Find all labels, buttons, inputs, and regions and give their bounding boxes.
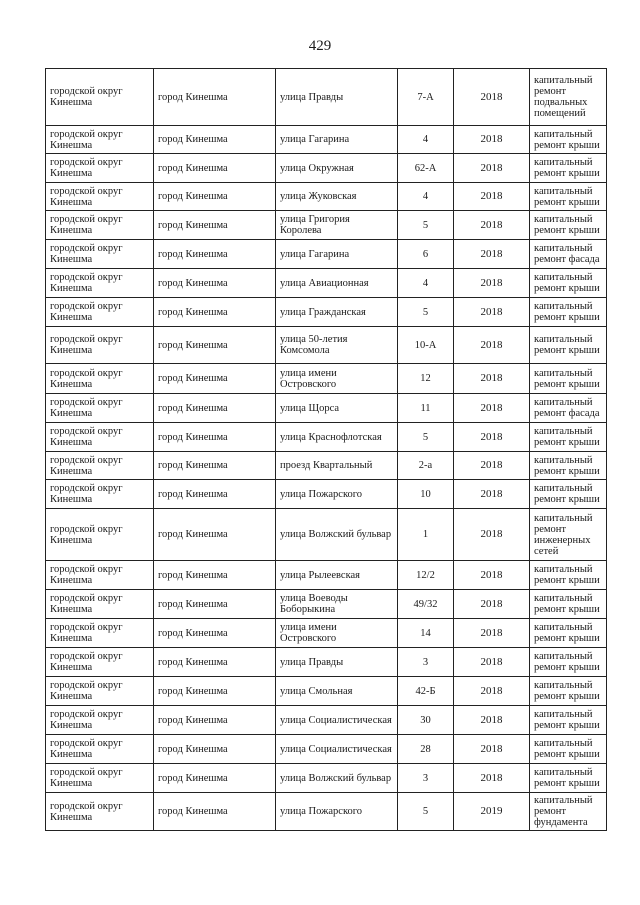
table-row bbox=[46, 211, 607, 240]
district-cell: городской округ Кинешма bbox=[46, 590, 154, 619]
year-cell: 2018 bbox=[454, 69, 530, 126]
work-type-cell: капитальный ремонт крыши bbox=[530, 126, 607, 154]
work-type-cell: капитальный ремонт крыши bbox=[530, 619, 607, 648]
work-type-cell: капитальный ремонт инженерных сетей bbox=[530, 509, 607, 561]
district-cell: городской округ Кинешма bbox=[46, 509, 154, 561]
year-cell: 2018 bbox=[454, 480, 530, 509]
work-type-cell: капитальный ремонт крыши bbox=[530, 183, 607, 211]
work-type-cell: капитальный ремонт крыши bbox=[530, 590, 607, 619]
work-type-cell: капитальный ремонт фундамента bbox=[530, 793, 607, 831]
work-type-cell: капитальный ремонт фасада bbox=[530, 394, 607, 423]
year-cell: 2018 bbox=[454, 423, 530, 452]
house-number-cell: 10-А bbox=[398, 327, 454, 364]
year-cell: 2019 bbox=[454, 793, 530, 831]
table-row bbox=[46, 706, 607, 735]
street-cell: улица Гагарина bbox=[276, 126, 398, 154]
work-type-cell: капитальный ремонт крыши bbox=[530, 706, 607, 735]
work-type-cell: капитальный ремонт крыши bbox=[530, 452, 607, 480]
street-cell: улица Авиационная bbox=[276, 269, 398, 298]
table-row bbox=[46, 327, 607, 364]
year-cell: 2018 bbox=[454, 677, 530, 706]
page-number: 429 bbox=[308, 38, 332, 54]
city-cell: город Кинешма bbox=[154, 764, 276, 793]
table-row bbox=[46, 154, 607, 183]
city-cell: город Кинешма bbox=[154, 793, 276, 831]
work-type-cell: капитальный ремонт крыши bbox=[530, 211, 607, 240]
street-cell: улица Социалистическая bbox=[276, 706, 398, 735]
year-cell: 2018 bbox=[454, 154, 530, 183]
year-cell: 2018 bbox=[454, 509, 530, 561]
table-row bbox=[46, 423, 607, 452]
house-number-cell: 30 bbox=[398, 706, 454, 735]
city-cell: город Кинешма bbox=[154, 735, 276, 764]
city-cell: город Кинешма bbox=[154, 69, 276, 126]
street-cell: улица имени Островского bbox=[276, 364, 398, 394]
table-row bbox=[46, 364, 607, 394]
city-cell: город Кинешма bbox=[154, 126, 276, 154]
city-cell: город Кинешма bbox=[154, 619, 276, 648]
table-row bbox=[46, 735, 607, 764]
table-row bbox=[46, 480, 607, 509]
house-number-cell: 28 bbox=[398, 735, 454, 764]
house-number-cell: 7-А bbox=[398, 69, 454, 126]
house-number-cell: 10 bbox=[398, 480, 454, 509]
district-cell: городской округ Кинешма bbox=[46, 211, 154, 240]
table-row bbox=[46, 677, 607, 706]
district-cell: городской округ Кинешма bbox=[46, 648, 154, 677]
year-cell: 2018 bbox=[454, 648, 530, 677]
year-cell: 2018 bbox=[454, 735, 530, 764]
year-cell: 2018 bbox=[454, 298, 530, 327]
district-cell: городской округ Кинешма bbox=[46, 793, 154, 831]
table-row bbox=[46, 793, 607, 831]
house-number-cell: 5 bbox=[398, 793, 454, 831]
city-cell: город Кинешма bbox=[154, 364, 276, 394]
house-number-cell: 5 bbox=[398, 211, 454, 240]
city-cell: город Кинешма bbox=[154, 480, 276, 509]
house-number-cell: 1 bbox=[398, 509, 454, 561]
year-cell: 2018 bbox=[454, 452, 530, 480]
house-number-cell: 4 bbox=[398, 183, 454, 211]
city-cell: город Кинешма bbox=[154, 183, 276, 211]
house-number-cell: 49/32 bbox=[398, 590, 454, 619]
city-cell: город Кинешма bbox=[154, 509, 276, 561]
city-cell: город Кинешма bbox=[154, 706, 276, 735]
work-type-cell: капитальный ремонт крыши bbox=[530, 269, 607, 298]
year-cell: 2018 bbox=[454, 183, 530, 211]
district-cell: городской округ Кинешма bbox=[46, 126, 154, 154]
district-cell: городской округ Кинешма bbox=[46, 764, 154, 793]
city-cell: город Кинешма bbox=[154, 211, 276, 240]
street-cell: улица Правды bbox=[276, 648, 398, 677]
work-type-cell: капитальный ремонт крыши bbox=[530, 298, 607, 327]
street-cell: улица Воеводы Боборыкина bbox=[276, 590, 398, 619]
year-cell: 2018 bbox=[454, 590, 530, 619]
house-number-cell: 2-а bbox=[398, 452, 454, 480]
district-cell: городской округ Кинешма bbox=[46, 735, 154, 764]
city-cell: город Кинешма bbox=[154, 452, 276, 480]
table-row bbox=[46, 394, 607, 423]
street-cell: улица Социалистическая bbox=[276, 735, 398, 764]
house-number-cell: 5 bbox=[398, 298, 454, 327]
district-cell: городской округ Кинешма bbox=[46, 423, 154, 452]
table-row bbox=[46, 126, 607, 154]
district-cell: городской округ Кинешма bbox=[46, 561, 154, 590]
table-row bbox=[46, 240, 607, 269]
district-cell: городской округ Кинешма bbox=[46, 240, 154, 269]
street-cell: улица 50-летия Комсомола bbox=[276, 327, 398, 364]
street-cell: улица Гагарина bbox=[276, 240, 398, 269]
city-cell: город Кинешма bbox=[154, 298, 276, 327]
table-row bbox=[46, 269, 607, 298]
year-cell: 2018 bbox=[454, 561, 530, 590]
street-cell: улица Волжский бульвар bbox=[276, 764, 398, 793]
city-cell: город Кинешма bbox=[154, 327, 276, 364]
city-cell: город Кинешма bbox=[154, 269, 276, 298]
year-cell: 2018 bbox=[454, 211, 530, 240]
district-cell: городской округ Кинешма bbox=[46, 183, 154, 211]
street-cell: улица Пожарского bbox=[276, 480, 398, 509]
table-row bbox=[46, 590, 607, 619]
house-number-cell: 4 bbox=[398, 126, 454, 154]
district-cell: городской округ Кинешма bbox=[46, 677, 154, 706]
district-cell: городской округ Кинешма bbox=[46, 298, 154, 327]
city-cell: город Кинешма bbox=[154, 423, 276, 452]
district-cell: городской округ Кинешма bbox=[46, 452, 154, 480]
city-cell: город Кинешма bbox=[154, 154, 276, 183]
house-number-cell: 62-А bbox=[398, 154, 454, 183]
work-type-cell: капитальный ремонт крыши bbox=[530, 677, 607, 706]
work-type-cell: капитальный ремонт крыши bbox=[530, 327, 607, 364]
table-row bbox=[46, 298, 607, 327]
year-cell: 2018 bbox=[454, 394, 530, 423]
table-row bbox=[46, 561, 607, 590]
district-cell: городской округ Кинешма bbox=[46, 69, 154, 126]
street-cell: улица Гражданская bbox=[276, 298, 398, 327]
table-row bbox=[46, 619, 607, 648]
city-cell: город Кинешма bbox=[154, 240, 276, 269]
house-number-cell: 5 bbox=[398, 423, 454, 452]
district-cell: городской округ Кинешма bbox=[46, 364, 154, 394]
work-type-cell: капитальный ремонт крыши bbox=[530, 480, 607, 509]
street-cell: улица Смольная bbox=[276, 677, 398, 706]
street-cell: улица имени Островского bbox=[276, 619, 398, 648]
table-row bbox=[46, 764, 607, 793]
street-cell: улица Щорса bbox=[276, 394, 398, 423]
table-row bbox=[46, 183, 607, 211]
work-type-cell: капитальный ремонт крыши bbox=[530, 423, 607, 452]
district-cell: городской округ Кинешма bbox=[46, 394, 154, 423]
housing-repair-table bbox=[45, 68, 607, 831]
street-cell: проезд Квартальный bbox=[276, 452, 398, 480]
house-number-cell: 12/2 bbox=[398, 561, 454, 590]
house-number-cell: 11 bbox=[398, 394, 454, 423]
street-cell: улица Рылеевская bbox=[276, 561, 398, 590]
district-cell: городской округ Кинешма bbox=[46, 269, 154, 298]
district-cell: городской округ Кинешма bbox=[46, 480, 154, 509]
district-cell: городской округ Кинешма bbox=[46, 619, 154, 648]
year-cell: 2018 bbox=[454, 364, 530, 394]
street-cell: улица Григория Королева bbox=[276, 211, 398, 240]
table-row bbox=[46, 69, 607, 126]
house-number-cell: 42-Б bbox=[398, 677, 454, 706]
street-cell: улица Окружная bbox=[276, 154, 398, 183]
city-cell: город Кинешма bbox=[154, 561, 276, 590]
work-type-cell: капитальный ремонт крыши bbox=[530, 764, 607, 793]
year-cell: 2018 bbox=[454, 619, 530, 648]
work-type-cell: капитальный ремонт крыши bbox=[530, 364, 607, 394]
work-type-cell: капитальный ремонт подвальных помещений bbox=[530, 69, 607, 126]
street-cell: улица Правды bbox=[276, 69, 398, 126]
house-number-cell: 14 bbox=[398, 619, 454, 648]
house-number-cell: 4 bbox=[398, 269, 454, 298]
table-row bbox=[46, 509, 607, 561]
city-cell: город Кинешма bbox=[154, 590, 276, 619]
street-cell: улица Пожарского bbox=[276, 793, 398, 831]
city-cell: город Кинешма bbox=[154, 648, 276, 677]
city-cell: город Кинешма bbox=[154, 677, 276, 706]
table-row bbox=[46, 452, 607, 480]
year-cell: 2018 bbox=[454, 269, 530, 298]
table-row bbox=[46, 648, 607, 677]
house-number-cell: 3 bbox=[398, 648, 454, 677]
work-type-cell: капитальный ремонт крыши bbox=[530, 154, 607, 183]
house-number-cell: 12 bbox=[398, 364, 454, 394]
year-cell: 2018 bbox=[454, 126, 530, 154]
street-cell: улица Волжский бульвар bbox=[276, 509, 398, 561]
house-number-cell: 6 bbox=[398, 240, 454, 269]
district-cell: городской округ Кинешма bbox=[46, 154, 154, 183]
year-cell: 2018 bbox=[454, 327, 530, 364]
house-number-cell: 3 bbox=[398, 764, 454, 793]
work-type-cell: капитальный ремонт крыши bbox=[530, 561, 607, 590]
district-cell: городской округ Кинешма bbox=[46, 327, 154, 364]
street-cell: улица Краснофлотская bbox=[276, 423, 398, 452]
year-cell: 2018 bbox=[454, 706, 530, 735]
district-cell: городской округ Кинешма bbox=[46, 706, 154, 735]
work-type-cell: капитальный ремонт фасада bbox=[530, 240, 607, 269]
year-cell: 2018 bbox=[454, 764, 530, 793]
work-type-cell: капитальный ремонт крыши bbox=[530, 735, 607, 764]
work-type-cell: капитальный ремонт крыши bbox=[530, 648, 607, 677]
city-cell: город Кинешма bbox=[154, 394, 276, 423]
street-cell: улица Жуковская bbox=[276, 183, 398, 211]
year-cell: 2018 bbox=[454, 240, 530, 269]
